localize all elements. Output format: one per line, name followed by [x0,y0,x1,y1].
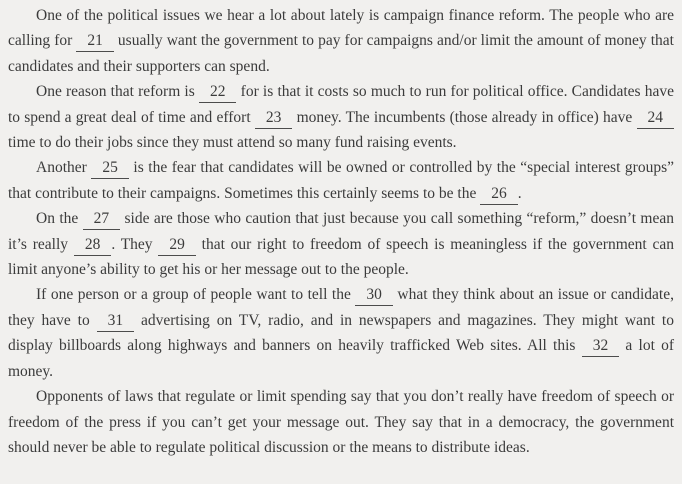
paragraph: One of the political issues we hear a lot about lately is campaign finance reform. The people who are calling for 21 usually want the government to pay for campaigns and/or limit the amount of money that candidates and their supporters can spend. [8,7,674,75]
paragraph: On the 27 side are those who caution that just because you call something “reform,” doesn’t mean it’s really 28 . They 29 that our right to freedom of speech is meaningless if the government can limit anyone’s ability to get his or her message out to the people. [8,210,674,279]
blank-32: 32 [582,336,620,357]
blank-28: 28 [74,235,112,256]
paragraph: Another 25 is the fear that candidates will be owned or controlled by the “special interest groups” that contribute to their campaigns. Sometimes this certainly seems to be the 26 . [8,155,674,206]
blank-21: 21 [76,31,114,52]
paragraph: If one person or a group of people want to tell the 30 what they think about an issue or candidate, they have to 31 advertising on TV, radio, and in newspapers and magazines. They might want to display billboards along highways and banners on heavily trafficked Web sites. All this 32 a lot of money. [8,286,675,380]
paragraph: One reason that reform is 22 for is that it costs so much to run for political office. Candidates have to spend a great deal of time and effort 23 money. The incumbents (those already in office) have 24 time to do their jobs since they must attend so many fund raising events. [8,83,675,152]
blank-26: 26 [480,184,518,205]
blank-31: 31 [97,311,135,332]
blank-29: 29 [158,235,196,256]
blank-30: 30 [355,285,393,306]
blank-27: 27 [83,209,121,230]
blank-25: 25 [91,158,129,179]
blank-23: 23 [255,108,293,129]
blank-24: 24 [637,108,675,129]
blank-22: 22 [199,82,237,103]
paragraph: Opponents of laws that regulate or limit spending say that you don’t really have freedom of speech or freedom of the press if you can’t get your message out. They say that in a democracy, the government should never be able to regulate political discussion or the means to distribute ideas. [8,388,674,456]
